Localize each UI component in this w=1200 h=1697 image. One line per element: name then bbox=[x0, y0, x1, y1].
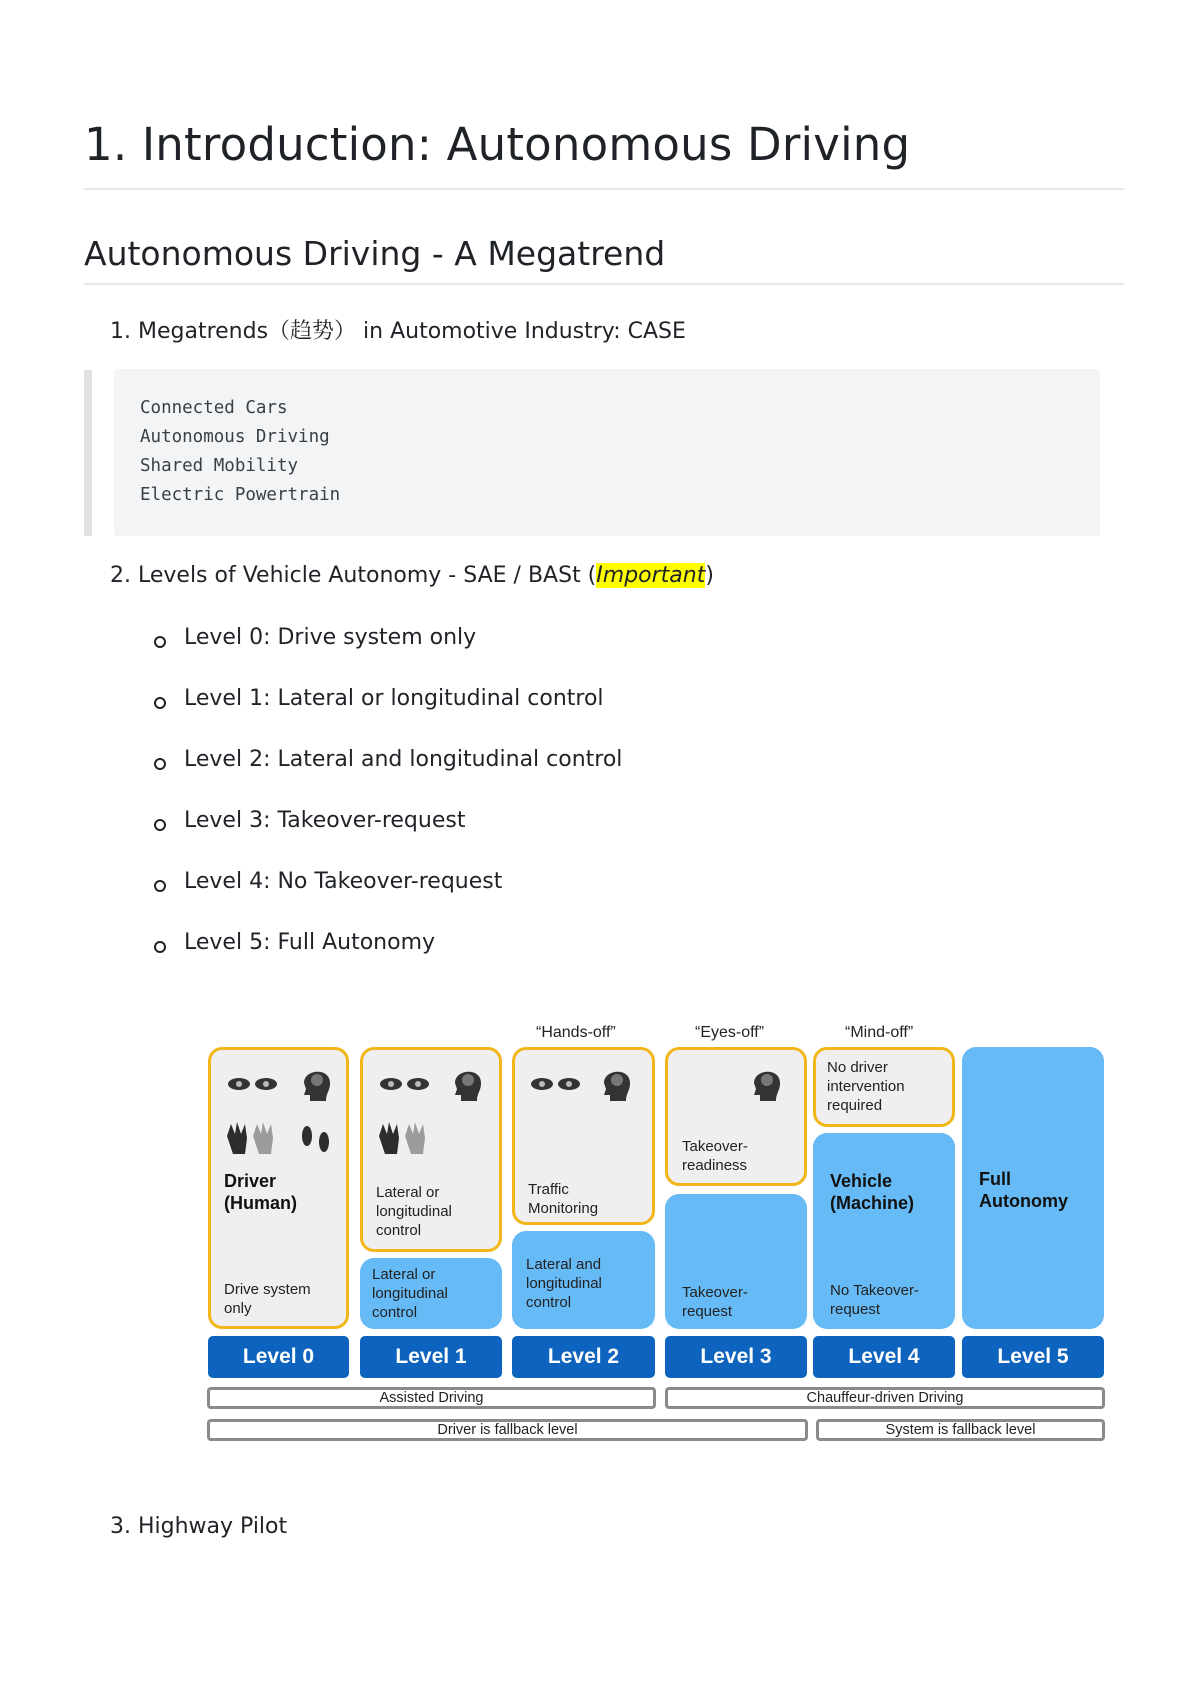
code-line: Electric Powertrain bbox=[140, 485, 341, 505]
important-highlight: Important bbox=[596, 563, 706, 588]
assisted-driving-bar: Assisted Driving bbox=[207, 1387, 656, 1409]
code-block bbox=[114, 369, 1100, 536]
l1-blue-text: Lateral or longitudinal control bbox=[372, 1266, 448, 1321]
level-1-label: Level 1 bbox=[360, 1336, 502, 1378]
eyes-off-label: “Eyes-off” bbox=[695, 1024, 765, 1041]
levels-heading-text: 2. Levels of Vehicle Autonomy - SAE / BASt ( bbox=[110, 563, 597, 588]
l0-title: Driver (Human) bbox=[224, 1171, 297, 1213]
l5-title: Full Autonomy bbox=[979, 1169, 1068, 1211]
level-item: Level 3: Takeover-request bbox=[184, 808, 466, 833]
l1-yellow-text: Lateral or longitudinal control bbox=[376, 1184, 452, 1239]
l4-title: Vehicle (Machine) bbox=[830, 1171, 915, 1213]
section-heading: Autonomous Driving - A Megatrend bbox=[84, 234, 666, 273]
chauffeur-driving-bar: Chauffeur-driven Driving bbox=[665, 1387, 1105, 1409]
levels-heading-suffix: ) bbox=[705, 563, 714, 588]
driver-fallback-bar: Driver is fallback level bbox=[207, 1419, 808, 1441]
bullet-icon bbox=[154, 758, 166, 770]
list-item-megatrends: 1. Megatrends（趋势） in Automotive Industry: CASE bbox=[110, 319, 686, 344]
bullet-icon bbox=[154, 819, 166, 831]
level-item: Level 4: No Takeover-request bbox=[184, 869, 503, 894]
l3-yellow-text: Takeover-readiness bbox=[682, 1138, 748, 1174]
level-3-label: Level 3 bbox=[665, 1336, 807, 1378]
l4-yellow-text: No driver intervention required bbox=[827, 1059, 905, 1114]
level-2-label: Level 2 bbox=[512, 1336, 655, 1378]
system-fallback-bar: System is fallback level bbox=[816, 1419, 1105, 1441]
bullet-icon bbox=[154, 697, 166, 709]
title-divider bbox=[84, 188, 1124, 190]
code-line: Shared Mobility bbox=[140, 456, 299, 476]
brain-head-icon bbox=[598, 1063, 634, 1103]
blockquote-bar bbox=[84, 370, 92, 536]
brain-head-icon bbox=[298, 1063, 334, 1103]
bullet-icon bbox=[154, 941, 166, 953]
hands-off-label: “Hands-off” bbox=[536, 1024, 616, 1041]
eyes-icon bbox=[226, 1073, 280, 1095]
level-4-label: Level 4 bbox=[813, 1336, 955, 1378]
eyes-icon bbox=[378, 1073, 432, 1095]
l2-yellow-text: Traffic Monitoring bbox=[528, 1181, 599, 1217]
l4-blue-text: No Takeover-request bbox=[830, 1282, 919, 1318]
l2-blue-text: Lateral and longitudinal control bbox=[526, 1256, 602, 1311]
level-0-label: Level 0 bbox=[208, 1336, 349, 1378]
bullet-icon bbox=[154, 880, 166, 892]
list-item-levels bbox=[110, 563, 714, 588]
feet-icon bbox=[298, 1116, 334, 1160]
level-item: Level 5: Full Autonomy bbox=[184, 930, 436, 955]
code-line: Autonomous Driving bbox=[140, 427, 330, 447]
list-item-highway-pilot: 3. Highway Pilot bbox=[110, 1514, 288, 1539]
bullet-icon bbox=[154, 636, 166, 648]
level-item: Level 2: Lateral and longitudinal control bbox=[184, 747, 623, 772]
brain-head-icon bbox=[748, 1063, 784, 1103]
eyes-icon bbox=[529, 1073, 583, 1095]
l0-text: Drive system only bbox=[224, 1281, 311, 1317]
level-5-label: Level 5 bbox=[962, 1336, 1104, 1378]
level-item: Level 0: Drive system only bbox=[184, 625, 477, 650]
page-title: 1. Introduction: Autonomous Driving bbox=[84, 118, 911, 171]
level-item: Level 1: Lateral or longitudinal control bbox=[184, 686, 604, 711]
mind-off-label: “Mind-off” bbox=[845, 1024, 914, 1041]
l3-blue-text: Takeover-request bbox=[682, 1284, 748, 1320]
code-line: Connected Cars bbox=[140, 398, 288, 418]
hands-icon bbox=[223, 1118, 279, 1158]
hands-icon bbox=[375, 1118, 431, 1158]
section-divider bbox=[84, 283, 1124, 285]
brain-head-icon bbox=[449, 1063, 485, 1103]
